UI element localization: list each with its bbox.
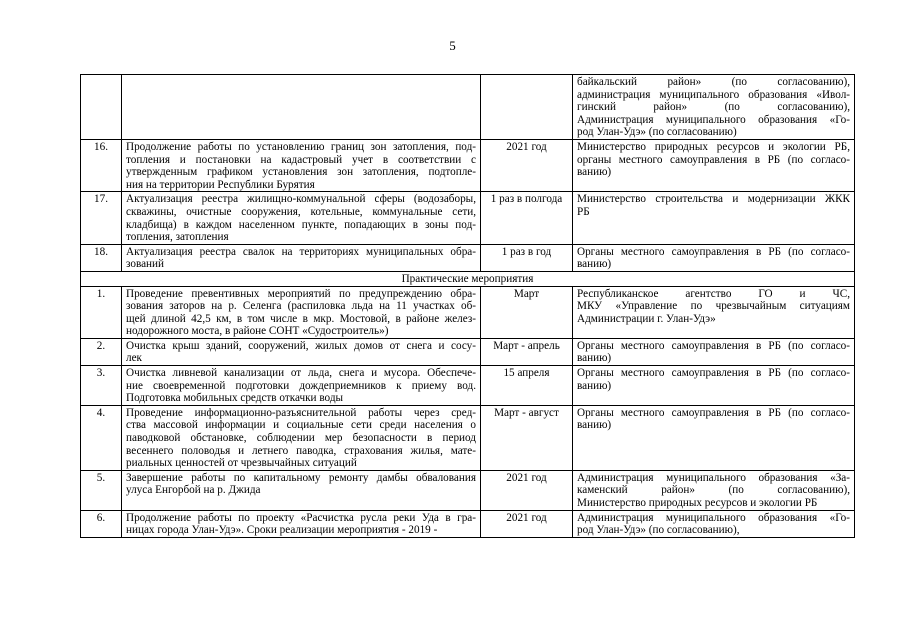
description-line: утвержденным графиком установления зон затопления, подтопле- (126, 166, 476, 179)
execution-term: Март - апрель (481, 338, 573, 365)
row-number (81, 75, 122, 140)
execution-term: 2021 год (481, 510, 573, 537)
measure-description (122, 139, 481, 191)
execution-term: 2021 год (481, 139, 573, 191)
responsible-line: Администрация муниципального образования «За- (577, 471, 850, 484)
section-row (81, 271, 855, 286)
responsible-parties (573, 510, 855, 537)
description-line: улуса Енгорбой на р. Джида (126, 484, 261, 497)
row-number: 5. (81, 470, 122, 510)
table-row (81, 338, 855, 365)
description-line: зований (126, 258, 165, 271)
description-line: Подготовка мобильных средств откачки воды (126, 392, 344, 405)
measure-description (122, 405, 481, 470)
table-row (81, 75, 855, 140)
responsible-line: гинский район» (по согласованию), (577, 101, 850, 114)
responsible-line: Министерство природных ресурсов и экологии РБ (577, 497, 818, 509)
execution-term: Март - август (481, 405, 573, 470)
responsible-parties (573, 192, 855, 244)
responsible-line: ванию) (577, 379, 612, 392)
responsible-line: ванию) (577, 352, 612, 365)
responsible-parties (573, 366, 855, 406)
description-line: Очистка крыш зданий, сооружений, жилых домов от снега и сосу- (126, 339, 476, 352)
measures-table (80, 74, 855, 538)
table-row (81, 139, 855, 191)
page-number: 5 (449, 38, 456, 53)
description-line: Актуализация реестра жилищно-коммунальной сферы (водозаборы, (126, 193, 476, 206)
table-row (81, 405, 855, 470)
responsible-line: ванию) (577, 166, 612, 179)
description-line: риальных ценностей от чрезвычайных ситуаций (126, 457, 357, 470)
table-row (81, 470, 855, 510)
description-line: Проведение превентивных мероприятий по предупреждению обра- (126, 287, 476, 300)
responsible-line: РБ (577, 205, 590, 218)
execution-term: 1 раз в полгода (481, 192, 573, 244)
responsible-line: Органы местного самоуправления в РБ (по согласо- (577, 406, 850, 419)
description-line: скважины, очистные сооружения, котельные, коммунальные сети, (126, 205, 476, 218)
responsible-parties (573, 470, 855, 510)
description-line: топления и постановки на кадастровый учет в соответствии с (126, 153, 476, 166)
description-line: Завершение работы по капитальному ремонту дамбы обвалования (126, 471, 476, 484)
table-row (81, 244, 855, 271)
description-line: ние своевременной подготовки дождеприемников к приему вод. (126, 379, 476, 392)
responsible-line: Органы местного самоуправления в РБ (по согласо- (577, 339, 850, 352)
row-number: 17. (81, 192, 122, 244)
row-number: 6. (81, 510, 122, 537)
row-number: 2. (81, 338, 122, 365)
responsible-parties (573, 286, 855, 338)
description-line: кладбища) в каждом населенном пункте, попадающих в зоны под- (126, 218, 476, 231)
responsible-line: Республиканское агентство ГО и ЧС, (577, 287, 850, 300)
responsible-line: ванию) (577, 258, 612, 271)
table-row (81, 366, 855, 406)
responsible-line: Администрация муниципального образования «Го- (577, 511, 850, 524)
table-row (81, 192, 855, 244)
measure-description (122, 470, 481, 510)
responsible-line: ванию) (577, 419, 612, 432)
description-line: зования заторов на р. Селенга (распиловка льда на 11 участках об- (126, 300, 476, 313)
description-line: нодорожного моста, в районе СОНТ «Судостроитель») (126, 325, 389, 338)
row-number: 18. (81, 244, 122, 271)
execution-term: 1 раз в год (481, 244, 573, 271)
description-line: весеннего половодья и летнего паводка, страхования жилья, мате- (126, 444, 476, 457)
table-row (81, 510, 855, 537)
responsible-line: Министерство природных ресурсов и экологии РБ, (577, 140, 850, 153)
row-number: 1. (81, 286, 122, 338)
measure-description (122, 366, 481, 406)
execution-term: 15 апреля (481, 366, 573, 406)
description-line: Проведение информационно-разъяснительной работы через сред- (126, 406, 476, 419)
responsible-line: Администрации г. Улан-Удэ» (577, 312, 716, 325)
row-number: 3. (81, 366, 122, 406)
measure-description (122, 75, 481, 140)
responsible-parties (573, 244, 855, 271)
measure-description (122, 244, 481, 271)
responsible-line: род Улан-Удэ» (по согласованию) (577, 126, 737, 139)
measure-description (122, 192, 481, 244)
execution-term (481, 75, 573, 140)
description-line: Продолжение работы по установлению границ зон затопления, под- (126, 140, 476, 153)
description-line: паводковой обстановке, соблюдении мер безопасности в период (126, 432, 476, 445)
measure-description (122, 338, 481, 365)
measure-description (122, 286, 481, 338)
measure-description (122, 510, 481, 537)
responsible-parties (573, 75, 855, 140)
description-line: ства массовой информации и социальные сети среди населения о (126, 419, 476, 432)
section-title: Практические мероприятия (81, 271, 855, 286)
responsible-line: Органы местного самоуправления в РБ (по согласо- (577, 367, 850, 380)
responsible-line: каменский район» (по согласованию), (577, 484, 850, 497)
responsible-line: Министерство строительства и модернизации ЖКК (577, 193, 850, 206)
responsible-line: байкальский район» (по согласованию), (577, 76, 850, 88)
responsible-parties (573, 405, 855, 470)
description-line: топления, затопления (126, 231, 229, 244)
description-line: ницах города Улан-Удэ». Сроки реализации мероприятия - 2019 - (126, 524, 438, 537)
responsible-line: администрация муниципального образования «Ивол- (577, 88, 850, 101)
description-line: Актуализация реестра свалок на территориях муниципальных обра- (126, 245, 476, 258)
description-line: Продолжение работы по проекту «Расчистка русла реки Уда в гра- (126, 511, 476, 524)
responsible-line: Администрация муниципального образования «Го- (577, 113, 850, 126)
description-line: ния на территории Республики Бурятия (126, 178, 315, 191)
row-number: 4. (81, 405, 122, 470)
responsible-parties (573, 139, 855, 191)
responsible-line: Органы местного самоуправления в РБ (по согласо- (577, 245, 850, 258)
row-number: 16. (81, 139, 122, 191)
responsible-line: род Улан-Удэ» (по согласованию), (577, 524, 740, 537)
description-line: Очистка ливневой канализации от льда, снега и мусора. Обеспече- (126, 367, 476, 380)
execution-term: Март (481, 286, 573, 338)
responsible-parties (573, 338, 855, 365)
description-line: щей длиной 42,5 км, в том числе в мкр. Мостовой, в районе желез- (126, 312, 476, 325)
execution-term: 2021 год (481, 470, 573, 510)
responsible-line: МКУ «Управление по чрезвычайным ситуациям (577, 300, 850, 313)
description-line: лек (126, 352, 142, 365)
responsible-line: органы местного самоуправления в РБ (по согласо- (577, 153, 850, 166)
table-row (81, 286, 855, 338)
